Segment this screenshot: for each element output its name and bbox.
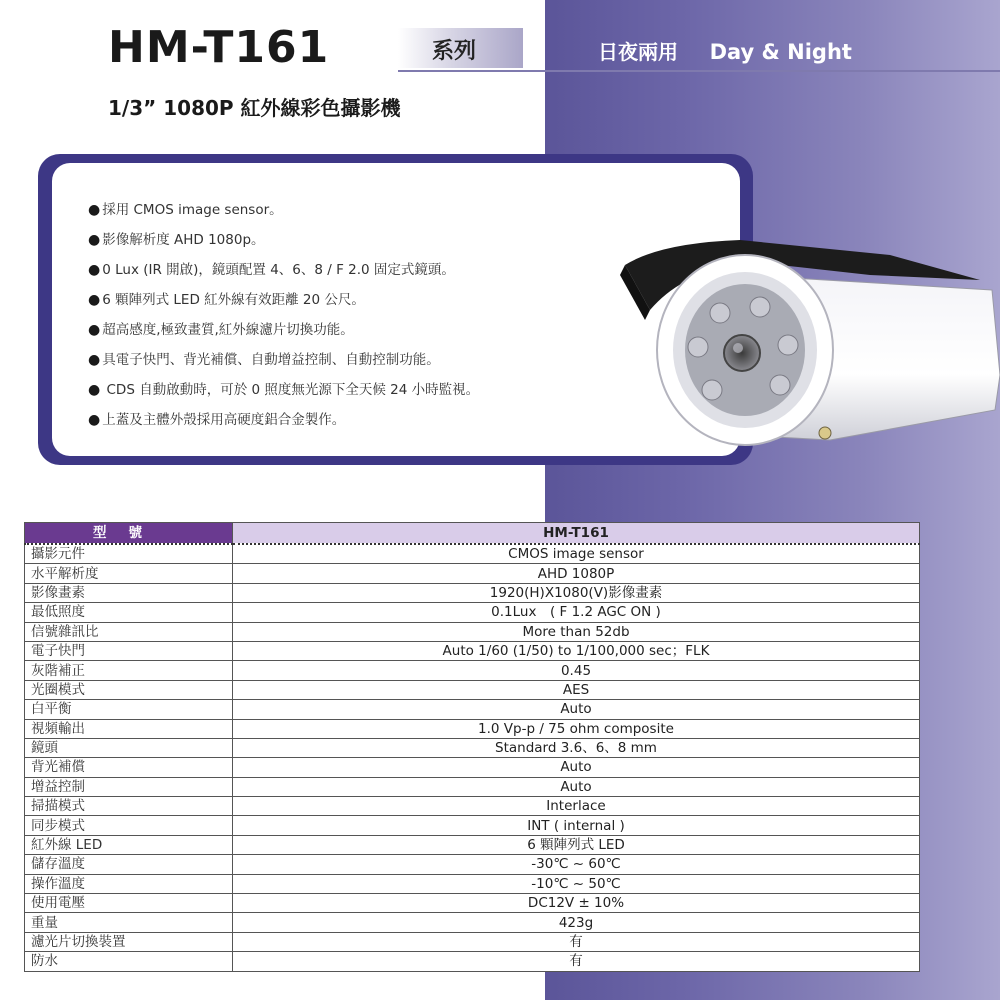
- table-row: 濾光片切換裝置 有: [25, 932, 920, 951]
- bullet-icon: ●: [88, 352, 101, 368]
- table-row: 灰階補正 0.45: [25, 661, 920, 680]
- bullet-icon: ●: [88, 412, 101, 428]
- bullet-icon: ●: [88, 322, 101, 338]
- model-title: HM-T161: [108, 22, 330, 73]
- table-row: 重量 423g: [25, 913, 920, 932]
- table-row: 紅外線 LED 6 顆陣列式 LED: [25, 835, 920, 854]
- bullet-icon: ●: [88, 382, 101, 398]
- header-label: 型號: [25, 523, 233, 545]
- table-row: 電子快門 Auto 1/60 (1/50) to 1/100,000 sec；FLK: [25, 641, 920, 660]
- feature-item: ● 具電子快門、背光補償、自動增益控制、自動控制功能。: [88, 352, 440, 368]
- camera-illustration: [620, 235, 1000, 475]
- feature-item: ● 超高感度,極致畫質,紅外線濾片切換功能。: [88, 322, 354, 338]
- spec-table: [24, 522, 920, 972]
- feature-item: ● CDS 自動啟動時，可於 0 照度無光源下全天候 24 小時監視。: [88, 382, 480, 398]
- table-row: 水平解析度 AHD 1080P: [25, 564, 920, 583]
- header-divider: [398, 70, 1000, 72]
- table-row: 影像畫素 1920(H)X1080(V)影像畫素: [25, 583, 920, 602]
- series-label: 系列: [432, 39, 477, 64]
- table-row: 攝影元件 CMOS image sensor: [25, 544, 920, 564]
- table-row: 鏡頭 Standard 3.6、6、8 mm: [25, 738, 920, 757]
- bullet-icon: ●: [88, 262, 101, 278]
- feature-item: ● 上蓋及主體外殼採用高硬度鋁合金製作。: [88, 412, 346, 428]
- feature-item: ● 6 顆陣列式 LED 紅外線有效距離 20 公尺。: [88, 292, 365, 308]
- table-row: 操作溫度 -10℃ ~ 50℃: [25, 874, 920, 893]
- table-row: 背光補償 Auto: [25, 758, 920, 777]
- table-row: 掃描模式 Interlace: [25, 797, 920, 816]
- table-row: 最低照度 0.1Lux ( F 1.2 AGC ON ): [25, 603, 920, 622]
- feature-item: ● 採用 CMOS image sensor。: [88, 202, 283, 218]
- header-value: HM-T161: [233, 523, 920, 545]
- table-row: 防水 有: [25, 952, 920, 971]
- product-subtitle: 1/3” 1080P 紅外線彩色攝影機: [108, 96, 401, 120]
- table-row: 白平衡 Auto: [25, 700, 920, 719]
- feature-item: ● 0 Lux (IR 開啟)，鏡頭配置 4、6、8 / F 2.0 固定式鏡頭。: [88, 262, 455, 278]
- bullet-icon: ●: [88, 202, 101, 218]
- table-row: 信號雜訊比 More than 52db: [25, 622, 920, 641]
- table-row: 增益控制 Auto: [25, 777, 920, 796]
- table-row: 視頻輸出 1.0 Vp-p / 75 ohm composite: [25, 719, 920, 738]
- day-night-en: Day & Night: [709, 40, 852, 64]
- table-header-row: [25, 523, 920, 545]
- day-night-label: [598, 36, 852, 65]
- table-row: 使用電壓 DC12V ± 10%: [25, 894, 920, 913]
- day-night-zh: 日夜兩用: [598, 40, 678, 64]
- table-row: 光圈模式 AES: [25, 680, 920, 699]
- table-row: 儲存溫度 -30℃ ~ 60℃: [25, 855, 920, 874]
- feature-item: ● 影像解析度 AHD 1080p。: [88, 232, 265, 248]
- bullet-icon: ●: [88, 292, 101, 308]
- table-row: 同步模式 INT ( internal ): [25, 816, 920, 835]
- bullet-icon: ●: [88, 232, 101, 248]
- feature-list: [88, 199, 479, 439]
